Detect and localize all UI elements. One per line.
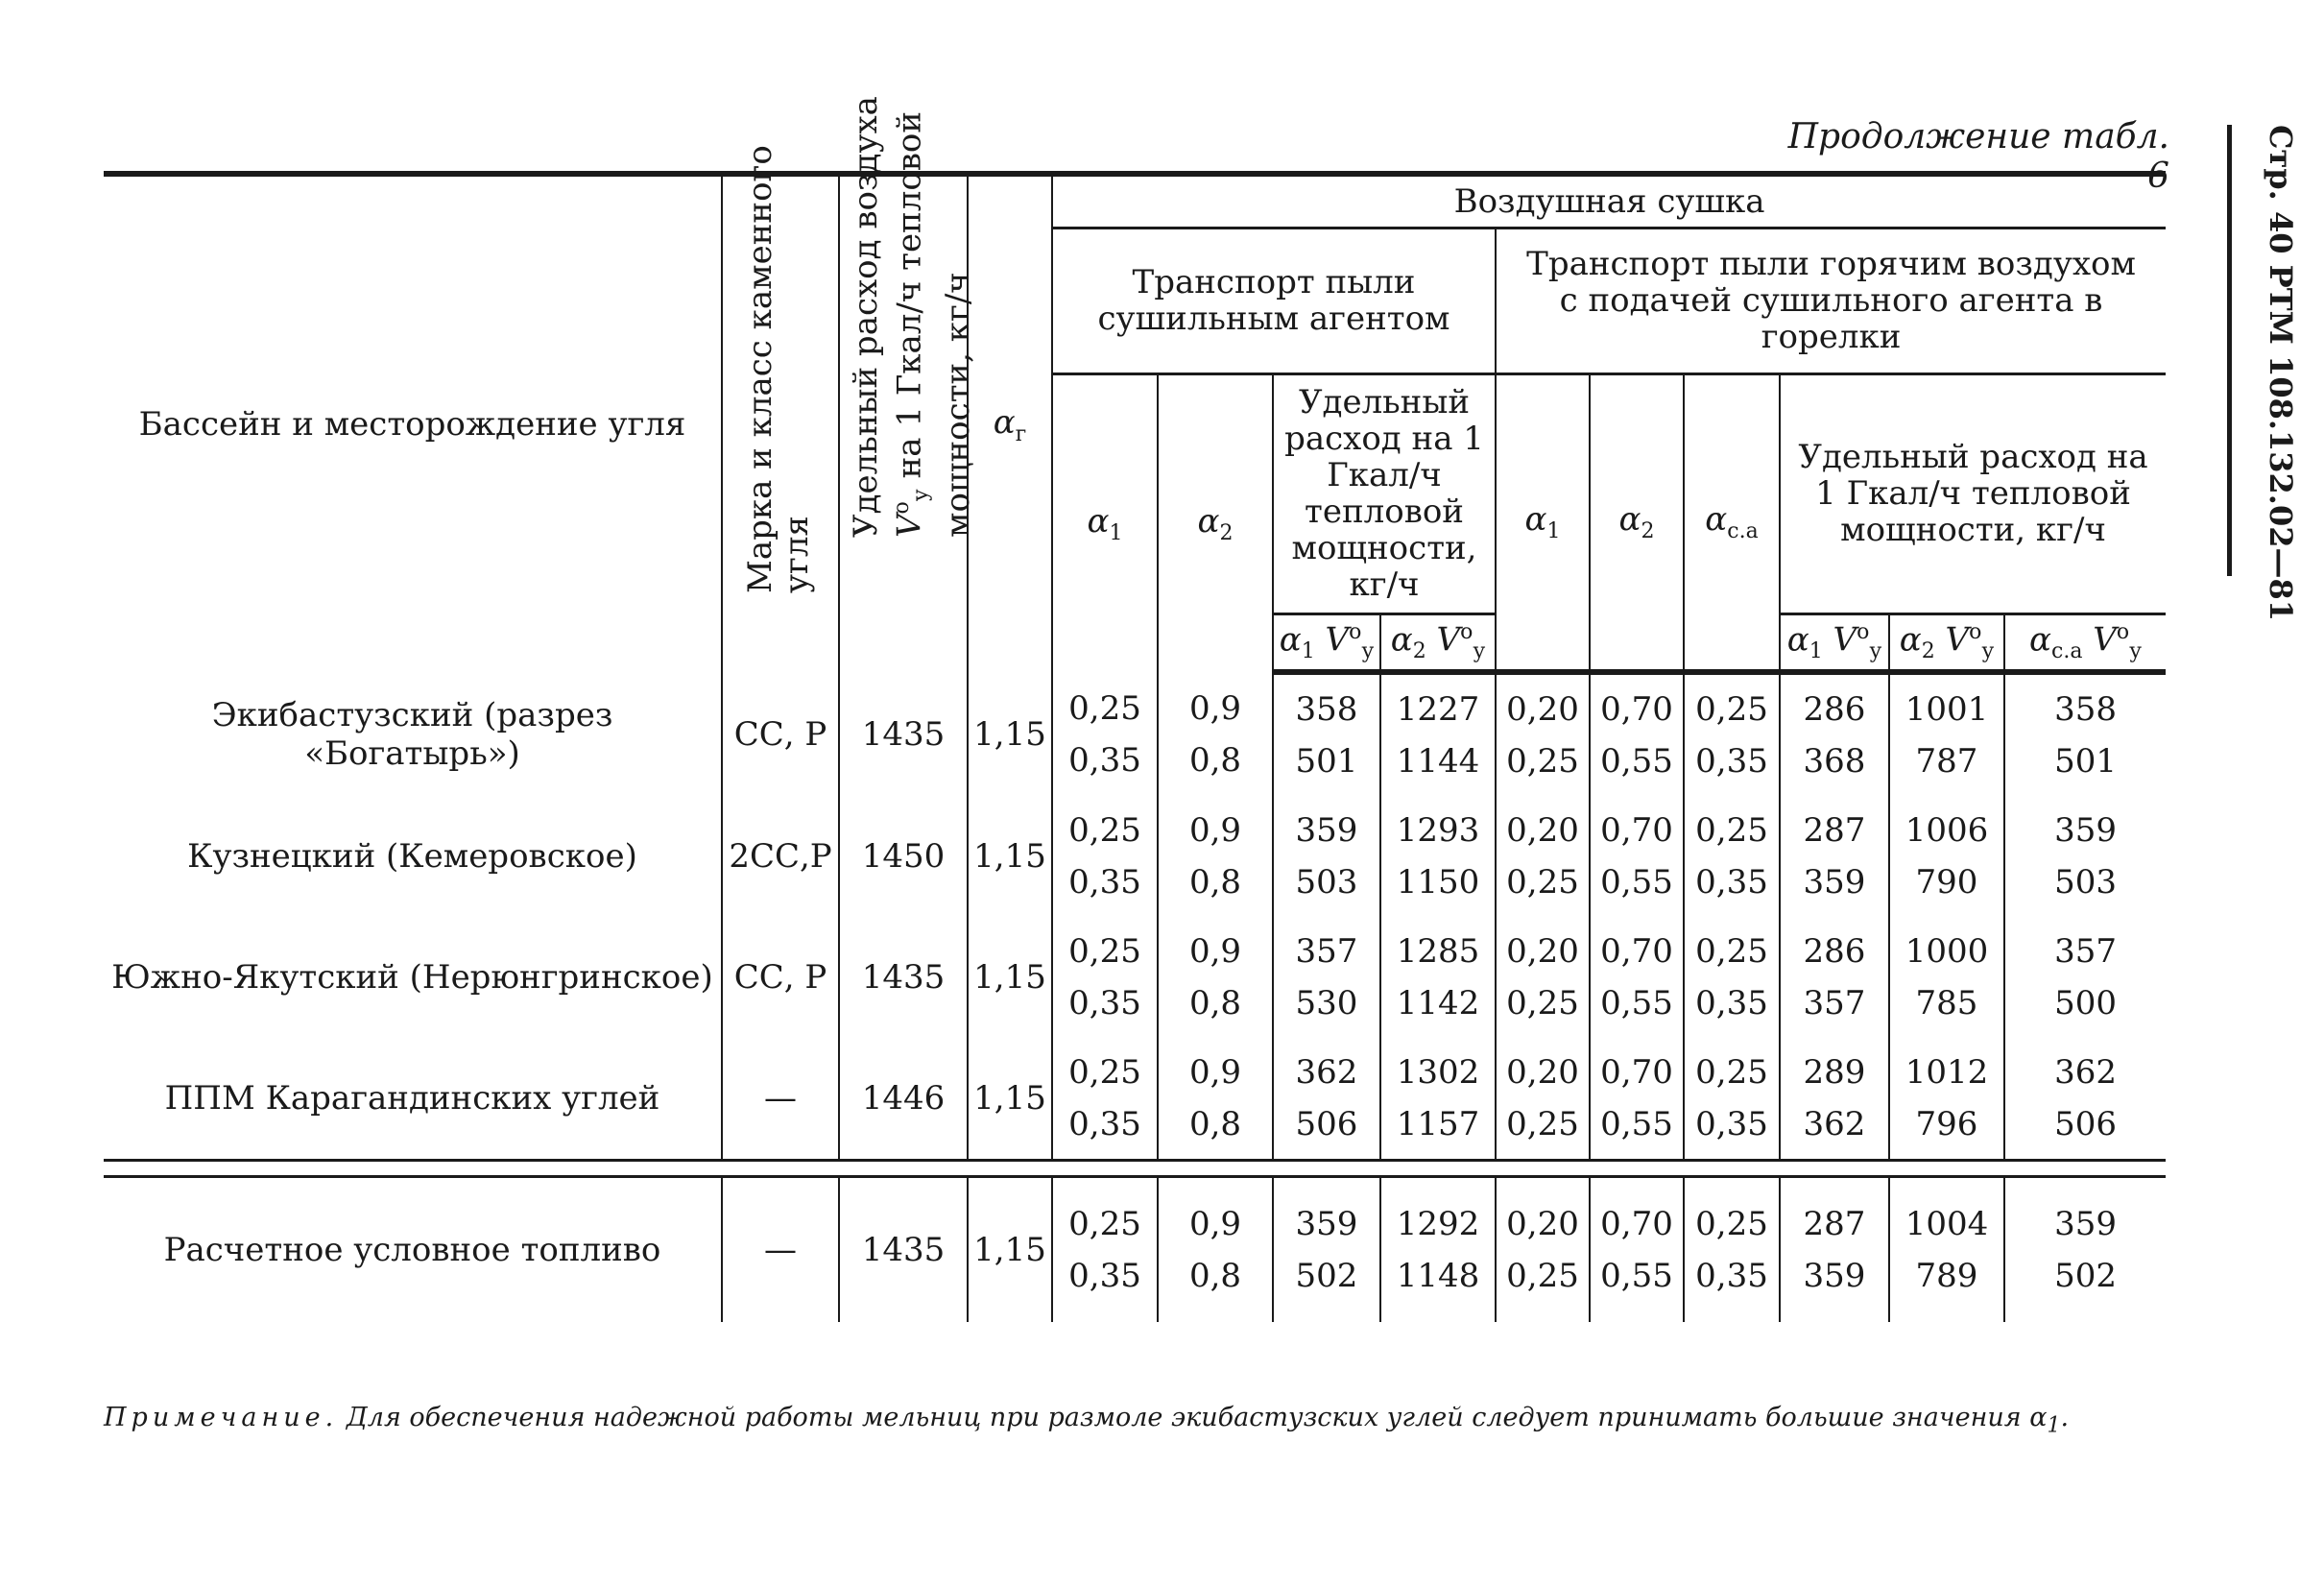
table-row [104, 917, 2166, 1038]
header-b2v [1889, 613, 2004, 669]
a1-cell [1052, 796, 1158, 917]
bcav-cell [2004, 796, 2166, 917]
a1v-value: 502 [1295, 1257, 1358, 1295]
bcav-value: 359 [2054, 1205, 2117, 1243]
b1v-value: 359 [1803, 1257, 1866, 1295]
bcav-value: 502 [2054, 1257, 2117, 1295]
a1v-value: 506 [1295, 1105, 1358, 1143]
brand-cell: — [722, 1038, 839, 1161]
b2v-sup: о [1969, 620, 1982, 645]
a2v-value: 1148 [1396, 1257, 1480, 1295]
a2-value: 0,9 [1188, 688, 1242, 728]
a2-symbol: α [1197, 501, 1220, 541]
note-text: Для обеспечения надежной работы мельниц при размоле экибастузских углей следует принимать большие значения α [346, 1403, 2048, 1432]
table-row [104, 796, 2166, 917]
a2v-cell [1380, 672, 1496, 796]
b2v-value: 1001 [1905, 690, 1989, 729]
b2v-cell [1889, 1177, 2004, 1323]
b2v-value: 1006 [1905, 811, 1989, 850]
table-row [104, 672, 2166, 796]
b2-value: 0,55 [1600, 742, 1673, 781]
a1-value: 0,25 [1068, 1205, 1141, 1243]
b1-sub: 1 [1546, 519, 1561, 544]
a1-cell [1052, 917, 1158, 1038]
header-brand-line2: угля [778, 516, 816, 593]
b2v-value: 785 [1915, 984, 1978, 1022]
bca-value: 0,35 [1695, 863, 1768, 902]
b1-value: 0,25 [1506, 1105, 1579, 1143]
b2v-sub: у [1981, 639, 1995, 664]
a2-value: 0,9 [1188, 932, 1242, 971]
bca-value: 0,25 [1695, 1205, 1768, 1243]
header-a1v [1273, 613, 1380, 669]
a1v-sup: о [1349, 620, 1362, 645]
bcav-value: 501 [2054, 742, 2117, 781]
a2v-value: 1150 [1396, 863, 1480, 902]
b2-sub: 2 [1641, 519, 1655, 544]
a2-value: 0,8 [1188, 1257, 1242, 1295]
bcav-alpha-sub: с.а [2051, 639, 2083, 664]
b2-value: 0,55 [1600, 1105, 1673, 1143]
b2-cell [1590, 672, 1684, 796]
a2v-value: 1227 [1396, 690, 1480, 729]
b1v-v: V [1833, 620, 1857, 660]
a1v-cell [1273, 672, 1380, 796]
b1v-value: 368 [1803, 742, 1866, 781]
header-air-drying [1052, 174, 2166, 228]
header-a2 [1158, 373, 1273, 672]
bca-cell [1684, 1177, 1780, 1323]
a1v-cell [1273, 796, 1380, 917]
b1-cell [1496, 672, 1590, 796]
a2v-value: 1144 [1396, 742, 1480, 781]
b2-cell [1590, 1038, 1684, 1161]
table-row [104, 1177, 2166, 1323]
b1-value: 0,25 [1506, 1257, 1579, 1295]
a1v-cell [1273, 1038, 1380, 1161]
header-b1v [1780, 613, 1889, 669]
b1v-value: 359 [1803, 863, 1866, 902]
b2-value: 0,70 [1600, 811, 1673, 850]
header-air-spec-line1: Удельный расход воздуха [847, 95, 885, 538]
page-side-label-text: Стр. 40 РТМ 108.132.02—81 [2263, 125, 2299, 621]
header-spec1-label: Удельный расход на 1 Гкал/ч тепловой мощности, кг/ч [1284, 383, 1484, 604]
a2-cell [1158, 1177, 1273, 1323]
brand-cell: — [722, 1177, 839, 1323]
b2-value: 0,55 [1600, 863, 1673, 902]
alpha-g-cell: 1,15 [968, 1177, 1052, 1323]
a2-sub: 2 [1219, 520, 1234, 545]
b1-cell [1496, 1038, 1590, 1161]
a2v-value: 1302 [1396, 1053, 1480, 1092]
note-label: Примечание. [104, 1403, 339, 1432]
header-air-drying-label: Воздушная сушка [1453, 181, 1765, 221]
alpha-g-sub: г [1015, 421, 1027, 446]
a2v-value: 1157 [1396, 1105, 1480, 1143]
note-sub: 1 [2047, 1413, 2061, 1438]
bcav-value: 500 [2054, 984, 2117, 1022]
a1v-value: 357 [1295, 932, 1358, 971]
bcav-sup: о [2116, 620, 2130, 645]
bcav-cell [2004, 1038, 2166, 1161]
header-b1 [1496, 373, 1590, 672]
b1v-sub: у [1869, 639, 1882, 664]
bca-value: 0,25 [1695, 932, 1768, 971]
a1v-value: 359 [1295, 811, 1358, 850]
note-end: . [2060, 1403, 2070, 1432]
bcav-value: 506 [2054, 1105, 2117, 1143]
b1v-value: 362 [1803, 1105, 1866, 1143]
b1-value: 0,20 [1506, 932, 1579, 971]
brand-cell: СС, Р [722, 917, 839, 1038]
a2v-value: 1292 [1396, 1205, 1480, 1243]
table-continuation-caption: Продолжение табл. 6 [1787, 117, 2169, 196]
bcav-value: 359 [2054, 811, 2117, 850]
table-row [104, 1038, 2166, 1161]
a2v-value: 1285 [1396, 932, 1480, 971]
header-a2v [1380, 613, 1496, 669]
alpha-g-symbol: α [993, 402, 1016, 442]
a1v-value: 501 [1295, 742, 1358, 781]
a1-value: 0,25 [1068, 932, 1141, 971]
bca-cell [1684, 917, 1780, 1038]
b1v-value: 287 [1803, 1205, 1866, 1243]
page-side-label [2227, 125, 2309, 621]
name-cell: Экибастузский (разрез «Богатырь») [104, 672, 722, 796]
b2-value: 0,70 [1600, 690, 1673, 729]
a1v-cell [1273, 917, 1380, 1038]
bcav-cell [2004, 917, 2166, 1038]
bca-value: 0,35 [1695, 742, 1768, 781]
a2-cell [1158, 796, 1273, 917]
header-basin-label: Бассейн и месторождение угля [138, 405, 686, 444]
a1-value: 0,35 [1068, 1257, 1141, 1295]
name-cell: Южно-Якутский (Нерюнгринское) [104, 917, 722, 1038]
a2-value: 0,8 [1188, 863, 1242, 902]
b2v-v: V [1945, 620, 1970, 660]
b1v-value: 286 [1803, 932, 1866, 971]
a1-value: 0,25 [1068, 688, 1141, 728]
b1v-cell [1780, 1177, 1889, 1323]
header-air-spec [839, 95, 978, 672]
b1-value: 0,25 [1506, 863, 1579, 902]
b1v-value: 357 [1803, 984, 1866, 1022]
a1v-value: 362 [1295, 1053, 1358, 1092]
table-separator-cell [104, 1161, 2166, 1177]
bca-value: 0,25 [1695, 1053, 1768, 1092]
bca-value: 0,35 [1695, 1257, 1768, 1295]
a2v-value: 1293 [1396, 811, 1480, 850]
b1-value: 0,25 [1506, 742, 1579, 781]
a1-value: 0,35 [1068, 740, 1141, 780]
a1-value: 0,25 [1068, 1053, 1141, 1092]
a2v-cell [1380, 796, 1496, 917]
a2-cell [1158, 1038, 1273, 1161]
bcav-cell [2004, 672, 2166, 796]
a2v-sup: о [1460, 620, 1473, 645]
b1v-value: 289 [1803, 1053, 1866, 1092]
a1v-value: 358 [1295, 690, 1358, 729]
header-transport2 [1496, 228, 2166, 373]
a1-cell [1052, 672, 1158, 796]
a1v-value: 503 [1295, 863, 1358, 902]
b1v-alpha-sub: 1 [1809, 639, 1823, 664]
a1v-alpha: α [1279, 620, 1302, 660]
a2v-sub: у [1473, 639, 1486, 664]
b1-value: 0,20 [1506, 690, 1579, 729]
b2v-value: 1000 [1905, 932, 1989, 971]
brand-cell: СС, Р [722, 672, 839, 796]
b2v-cell [1889, 796, 2004, 917]
bcav-value: 503 [2054, 863, 2117, 902]
air-spec-line2-text: на 1 Гкал/ч тепловой [890, 110, 929, 479]
b2-cell [1590, 1177, 1684, 1323]
air-spec-cell: 1435 [839, 1177, 968, 1323]
a2-value: 0,9 [1188, 811, 1242, 850]
alpha-g-cell: 1,15 [968, 796, 1052, 917]
air-spec-cell: 1435 [839, 917, 968, 1038]
bca-value: 0,25 [1695, 690, 1768, 729]
alpha-g-cell: 1,15 [968, 672, 1052, 796]
b2-cell [1590, 917, 1684, 1038]
table-note [104, 1402, 2168, 1442]
a1v-value: 530 [1295, 984, 1358, 1022]
table-body [104, 672, 2166, 1322]
header-bca [1684, 373, 1780, 672]
name-cell: ППМ Карагандинских углей [104, 1038, 722, 1161]
b2-value: 0,55 [1600, 1257, 1673, 1295]
a1-cell [1052, 1038, 1158, 1161]
header-a1 [1052, 373, 1158, 672]
a1-symbol: α [1087, 501, 1110, 541]
b2v-value: 789 [1915, 1257, 1978, 1295]
name-cell: Кузнецкий (Кемеровское) [104, 796, 722, 917]
header-transport1-label: Транспорт пыли сушильным агентом [1097, 263, 1450, 338]
air-spec-sub: у [909, 489, 934, 502]
b1-cell [1496, 1177, 1590, 1323]
bcav-value: 357 [2054, 932, 2117, 971]
a1v-alpha-sub: 1 [1301, 639, 1315, 664]
bca-value: 0,35 [1695, 984, 1768, 1022]
header-basin [104, 174, 722, 672]
bcav-value: 358 [2054, 690, 2117, 729]
a2-cell [1158, 672, 1273, 796]
air-spec-cell: 1435 [839, 672, 968, 796]
header-transport2-label: Транспорт пыли горячим воздухом с подачей сушильного агента в горелки [1526, 245, 2136, 356]
b2v-value: 790 [1915, 863, 1978, 902]
b1-value: 0,20 [1506, 1205, 1579, 1243]
b1-symbol: α [1524, 500, 1547, 540]
bca-value: 0,35 [1695, 1105, 1768, 1143]
b2v-cell [1889, 1038, 2004, 1161]
b2v-alpha: α [1899, 620, 1922, 660]
a1v-value: 359 [1295, 1205, 1358, 1243]
b1v-value: 286 [1803, 690, 1866, 729]
a1-value: 0,35 [1068, 984, 1141, 1022]
bcav-cell [2004, 1177, 2166, 1323]
bcav-value: 362 [2054, 1053, 2117, 1092]
a2v-alpha: α [1390, 620, 1413, 660]
a2-value: 0,8 [1188, 1105, 1242, 1143]
a2-cell [1158, 917, 1273, 1038]
b2v-value: 1012 [1905, 1053, 1989, 1092]
header-brand-line1: Марка и класс каменного [741, 145, 779, 593]
a2-value: 0,9 [1188, 1053, 1242, 1092]
b2-value: 0,55 [1600, 984, 1673, 1022]
air-spec-cell: 1450 [839, 796, 968, 917]
a2-value: 0,8 [1188, 740, 1242, 780]
a1-value: 0,25 [1068, 811, 1141, 850]
b1-cell [1496, 796, 1590, 917]
a2v-cell [1380, 1177, 1496, 1323]
bca-cell [1684, 1038, 1780, 1161]
b1v-cell [1780, 672, 1889, 796]
header-bcav [2004, 613, 2166, 669]
table-separator [104, 1161, 2166, 1177]
a2v-cell [1380, 917, 1496, 1038]
air-spec-cell: 1446 [839, 1038, 968, 1161]
b1-value: 0,25 [1506, 984, 1579, 1022]
bca-symbol: α [1705, 500, 1728, 540]
a2v-value: 1142 [1396, 984, 1480, 1022]
header-air-spec-line3: мощности, кг/ч [939, 272, 978, 538]
b2-symbol: α [1618, 500, 1641, 540]
a1v-cell [1273, 1177, 1380, 1323]
b1v-cell [1780, 796, 1889, 917]
header-spec2 [1780, 373, 2166, 613]
alpha-g-cell: 1,15 [968, 1038, 1052, 1161]
b2v-alpha-sub: 2 [1921, 639, 1935, 664]
a1v-sub: у [1361, 639, 1375, 664]
bca-cell [1684, 672, 1780, 796]
b2-value: 0,70 [1600, 1053, 1673, 1092]
header-b2 [1590, 373, 1684, 672]
b2-value: 0,70 [1600, 932, 1673, 971]
b1-value: 0,20 [1506, 811, 1579, 850]
bca-sub: с.а [1727, 519, 1759, 544]
a2-value: 0,9 [1188, 1205, 1242, 1243]
a2v-alpha-sub: 2 [1412, 639, 1426, 664]
b1v-alpha: α [1786, 620, 1809, 660]
header-spec1 [1273, 373, 1496, 613]
a1-cell [1052, 1177, 1158, 1323]
bca-cell [1684, 796, 1780, 917]
b2v-value: 787 [1915, 742, 1978, 781]
b1v-sup: о [1857, 620, 1870, 645]
brand-cell: 2СС,Р [722, 796, 839, 917]
b1v-cell [1780, 917, 1889, 1038]
header-brand [722, 145, 839, 672]
bca-value: 0,25 [1695, 811, 1768, 850]
header-spec2-label: Удельный расход на 1 Гкал/ч тепловой мощности, кг/ч [1798, 438, 2148, 549]
b2v-cell [1889, 917, 2004, 1038]
b2-value: 0,70 [1600, 1205, 1673, 1243]
b2v-value: 1004 [1905, 1205, 1989, 1243]
a1-value: 0,35 [1068, 863, 1141, 902]
header-alpha-g [968, 174, 1052, 672]
header-air-spec-line2 [884, 96, 940, 538]
b2v-value: 796 [1915, 1105, 1978, 1143]
b2v-cell [1889, 672, 2004, 796]
air-spec-sup: о [890, 501, 914, 515]
air-spec-symbol: V [890, 514, 929, 538]
bcav-alpha: α [2029, 620, 2052, 660]
a1-value: 0,35 [1068, 1105, 1141, 1143]
b2-cell [1590, 796, 1684, 917]
bcav-sub: у [2129, 639, 2143, 664]
name-cell: Расчетное условное топливо [104, 1177, 722, 1323]
header-transport1 [1052, 228, 1496, 373]
b1-value: 0,20 [1506, 1053, 1579, 1092]
alpha-g-cell: 1,15 [968, 917, 1052, 1038]
a1v-v: V [1325, 620, 1350, 660]
b1v-value: 287 [1803, 811, 1866, 850]
a1-sub: 1 [1109, 520, 1123, 545]
b1v-cell [1780, 1038, 1889, 1161]
a2v-v: V [1436, 620, 1461, 660]
b1-cell [1496, 917, 1590, 1038]
a2v-cell [1380, 1038, 1496, 1161]
bcav-v: V [2093, 620, 2117, 660]
a2-value: 0,8 [1188, 984, 1242, 1022]
